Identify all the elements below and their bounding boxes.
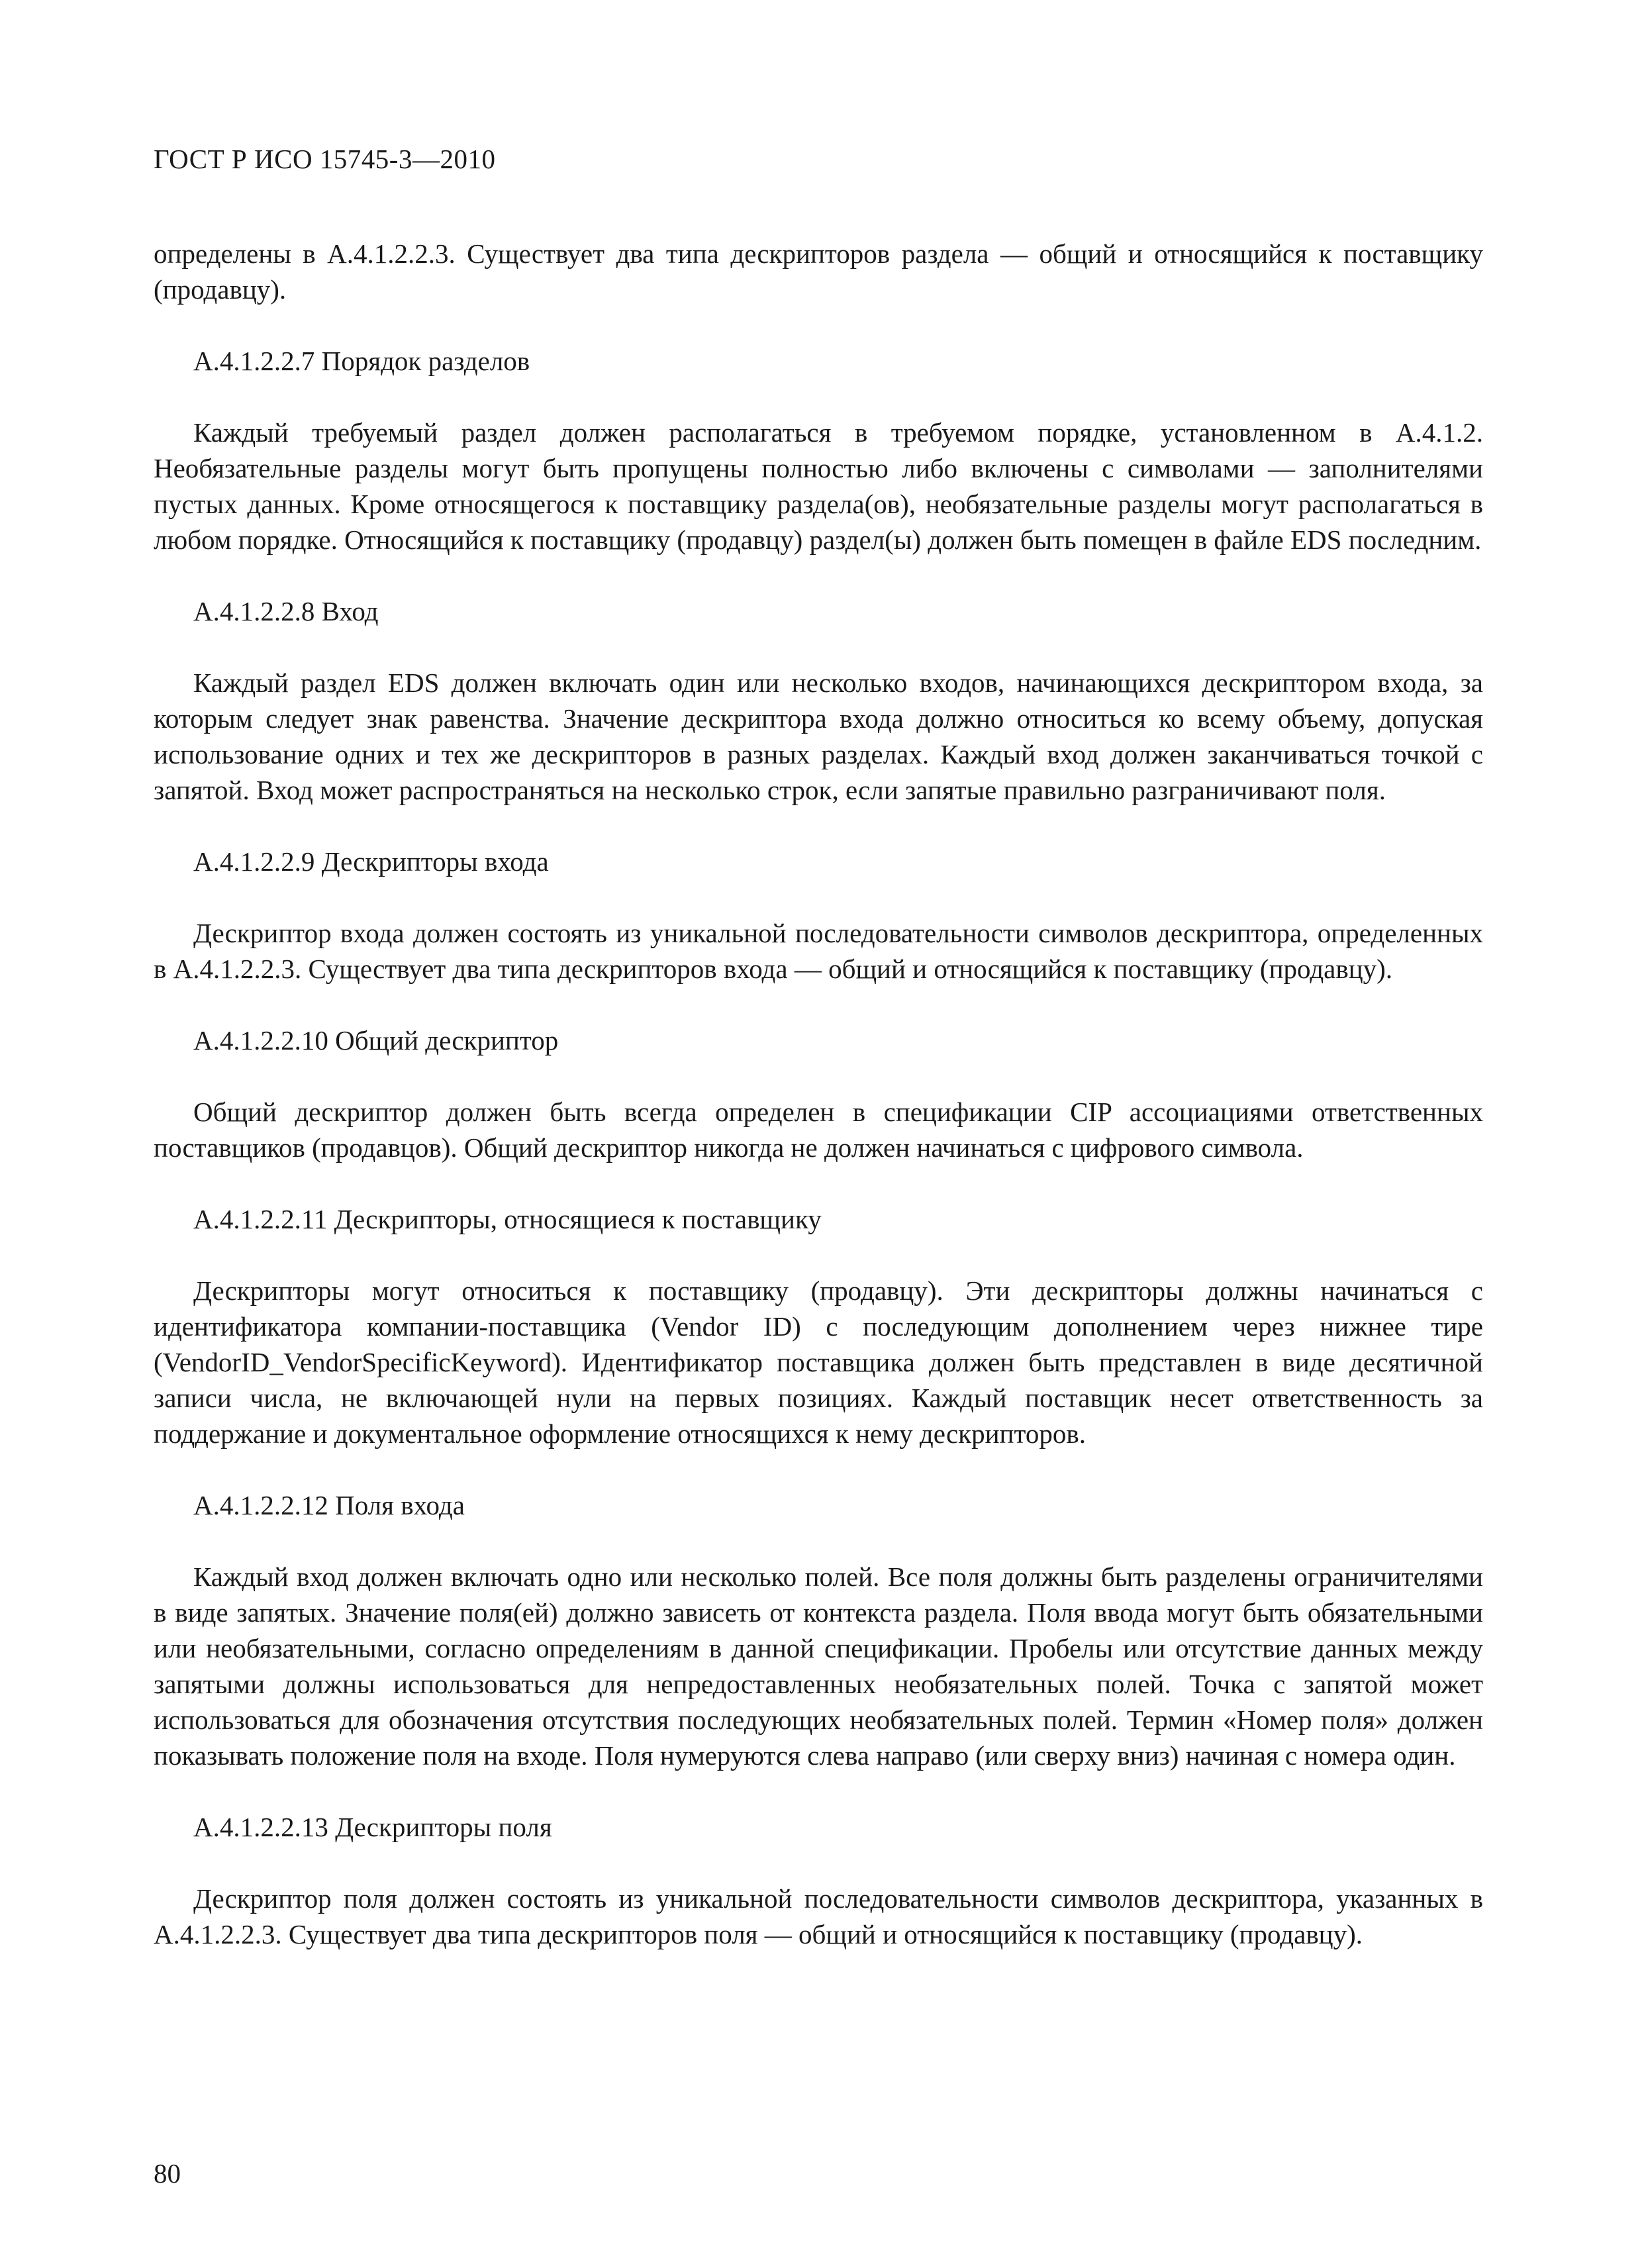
- section-paragraph: Каждый вход должен включать одно или несколько полей. Все поля должны быть разделены ограничителями в виде запятых. Значение поля(ей) должно зависеть от контекста раздела. Поля ввода могут быть обязательными или необязательными, согласно определениям в данной спецификации. Пробелы или отсутствие данных между запятыми должны использоваться для непредоставленных необязательных полей. Точка с запятой может использоваться для обозначения отсутствия последующих необязательных полей. Термин «Номер поля» должен показывать положение поля на входе. Поля нумеруются слева направо (или сверху вниз) начиная с номера один.: [154, 1561, 1483, 1771]
- section-heading: А.4.1.2.2.7 Порядок разделов: [193, 346, 530, 376]
- document-header: ГОСТ Р ИСО 15745-3—2010: [154, 144, 496, 174]
- page-number: 80: [154, 2158, 181, 2189]
- section-heading: А.4.1.2.2.13 Дескрипторы поля: [193, 1812, 552, 1842]
- section-heading: А.4.1.2.2.9 Дескрипторы входа: [193, 846, 549, 877]
- section-heading: А.4.1.2.2.10 Общий дескриптор: [193, 1025, 559, 1056]
- section-heading: А.4.1.2.2.12 Поля входа: [193, 1490, 465, 1520]
- section-paragraph: Каждый требуемый раздел должен располагаться в требуемом порядке, установленном в А.4.1.2. Необязательные разделы могут быть пропущены полностью либо включены с символами — заполнителями пустых данных. Кроме относящегося к поставщику раздела(ов), необязательные разделы могут располагаться в любом порядке. Относящийся к поставщику (продавцу) раздел(ы) должен быть помещен в файле EDS последним.: [154, 417, 1483, 555]
- section-heading: А.4.1.2.2.11 Дескрипторы, относящиеся к поставщику: [193, 1204, 822, 1234]
- section-heading: А.4.1.2.2.8 Вход: [193, 596, 379, 626]
- section-paragraph: Каждый раздел EDS должен включать один или несколько входов, начинающихся дескриптором входа, за которым следует знак равенства. Значение дескриптора входа должно относиться ко всему объему, допуская использование одних и тех же дескрипторов в разных разделах. Каждый вход должен заканчиваться точкой с запятой. Вход может распространяться на несколько строк, если запятые правильно разграничивают поля.: [154, 667, 1483, 805]
- document-body: [154, 236, 1483, 1988]
- intro-paragraph: определены в А.4.1.2.2.3. Существует два типа дескрипторов раздела — общий и относящийся к поставщику (продавцу).: [154, 238, 1483, 305]
- section-paragraph: Общий дескриптор должен быть всегда определен в спецификации CIP ассоциациями ответственных поставщиков (продавцов). Общий дескриптор никогда не должен начинаться с цифрового символа.: [154, 1097, 1483, 1163]
- section-paragraph: Дескриптор входа должен состоять из уникальной последовательности символов дескриптора, определенных в А.4.1.2.2.3. Существует два типа дескрипторов входа — общий и относящийся к поставщику (продавцу).: [154, 918, 1483, 984]
- section-paragraph: Дескрипторы могут относиться к поставщику (продавцу). Эти дескрипторы должны начинаться с идентификатора компании-поставщика (Vendor ID) с последующим дополнением через нижнее тире (VendorID_VendorSpecificKeyword). Идентификатор поставщика должен быть представлен в виде десятичной записи числа, не включающей нули на первых позициях. Каждый поставщик несет ответственность за поддержание и документальное оформление относящихся к нему дескрипторов.: [154, 1275, 1483, 1449]
- section-paragraph: Дескриптор поля должен состоять из уникальной последовательности символов дескриптора, указанных в А.4.1.2.2.3. Существует два типа дескрипторов поля — общий и относящийся к поставщику (продавцу).: [154, 1883, 1483, 1949]
